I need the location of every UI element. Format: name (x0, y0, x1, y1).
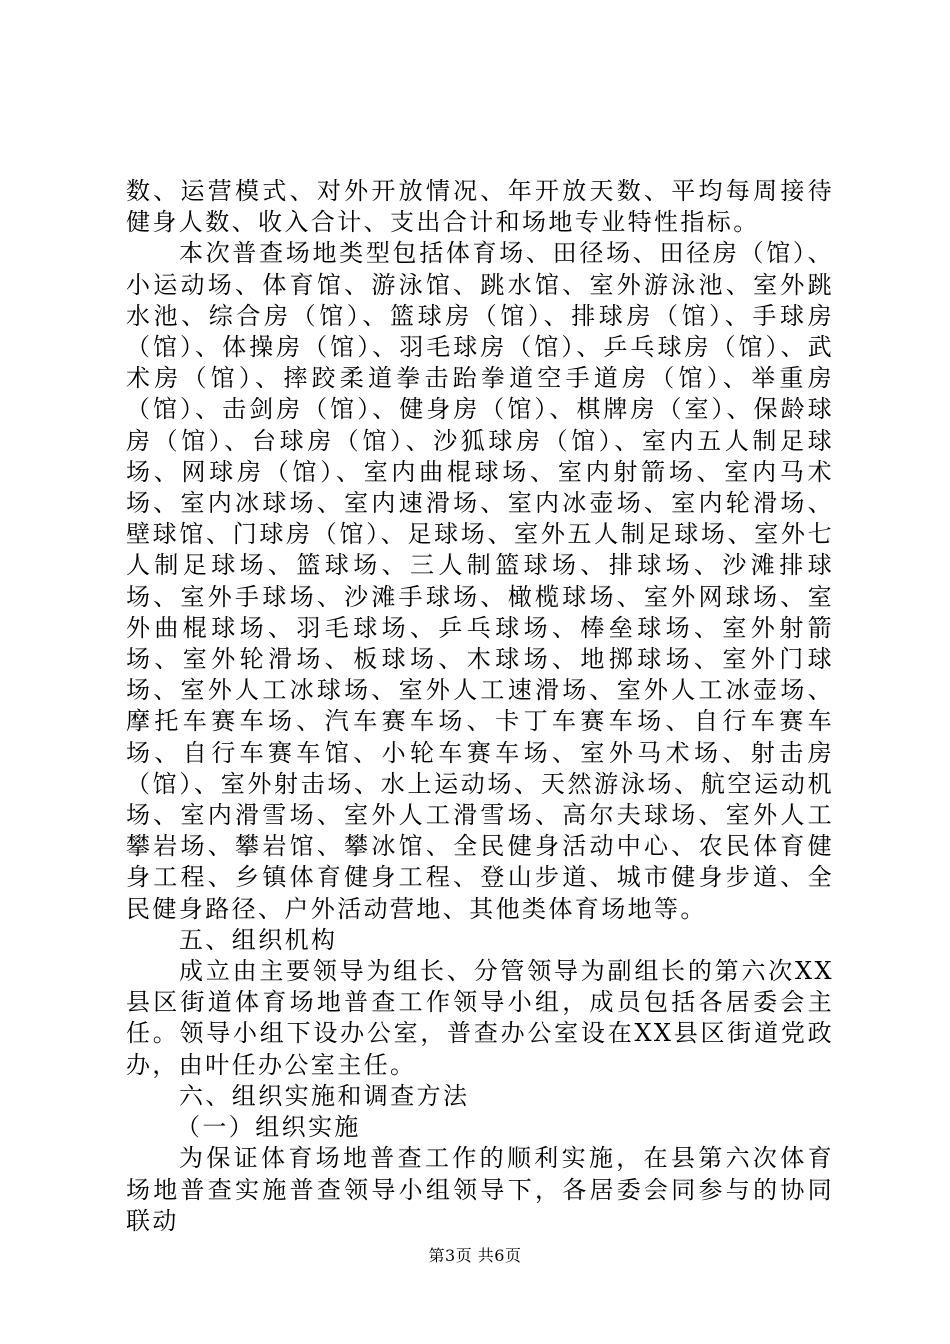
section-heading-implementation: 六、组织实施和调查方法 (179, 1081, 470, 1110)
page-number-footer: 第3页 共6页 (428, 1246, 522, 1265)
paragraph-organization: 成立由主要领导为组长、分管领导为副组长的第六次XX县区街道体育场地普查工作领导小组，成员包括各居委会主任。领导小组下设办公室，普查办公室设在XX县区街道党政办，由叶任办公室主任。 (126, 957, 834, 1079)
subsection-heading-implementation: （一）组织实施 (176, 1113, 361, 1142)
document-body (126, 176, 834, 1237)
paragraph-continued: 数、运营模式、对外开放情况、年开放天数、平均每周接待健身人数、收入合计、支出合计和场地专业特性指标。 (126, 177, 834, 237)
paragraph-implementation: 为保证体育场地普查工作的顺利实施，在县第六次体育场地普查实施普查领导小组领导下，各居委会同参与的协同联动 (126, 1144, 834, 1235)
section-heading-organization: 五、组织机构 (179, 925, 338, 954)
paragraph-venue-types: 本次普查场地类型包括体育场、田径场、田径房（馆）、小运动场、体育馆、游泳馆、跳水馆、室外游泳池、室外跳水池、综合房（馆）、篮球房（馆）、排球房（馆）、手球房（馆）、体操房（馆）、羽毛球房（馆）、乒乓球房（馆）、武术房（馆）、摔跤柔道拳击跆拳道空手道房（馆）、举重房（馆）、击剑房（馆）、健身房（馆）、棋牌房（室）、保龄球房（馆）、台球房（馆）、沙狐球房（馆）、室内五人制足球场、网球房（馆）、室内曲棍球场、室内射箭场、室内马术场、室内冰球场、室内速滑场、室内冰壶场、室内轮滑场、壁球馆、门球房（馆）、足球场、室外五人制足球场、室外七人制足球场、篮球场、三人制篮球场、排球场、沙滩排球场、室外手球场、沙滩手球场、橄榄球场、室外网球场、室外曲棍球场、羽毛球场、乒乓球场、棒垒球场、室外射箭场、室外轮滑场、板球场、木球场、地掷球场、室外门球场、室外人工冰球场、室外人工速滑场、室外人工冰壶场、摩托车赛车场、汽车赛车场、卡丁车赛车场、自行车赛车场、自行车赛车馆、小轮车赛车场、室外马术场、射击房（馆）、室外射击场、水上运动场、天然游泳场、航空运动机场、室内滑雪场、室外人工滑雪场、高尔夫球场、室外人工攀岩场、攀岩馆、攀冰馆、全民健身活动中心、农民体育健身工程、乡镇体育健身工程、登山步道、城市健身步道、全民健身路径、户外活动营地、其他类体育场地等。 (126, 239, 834, 923)
